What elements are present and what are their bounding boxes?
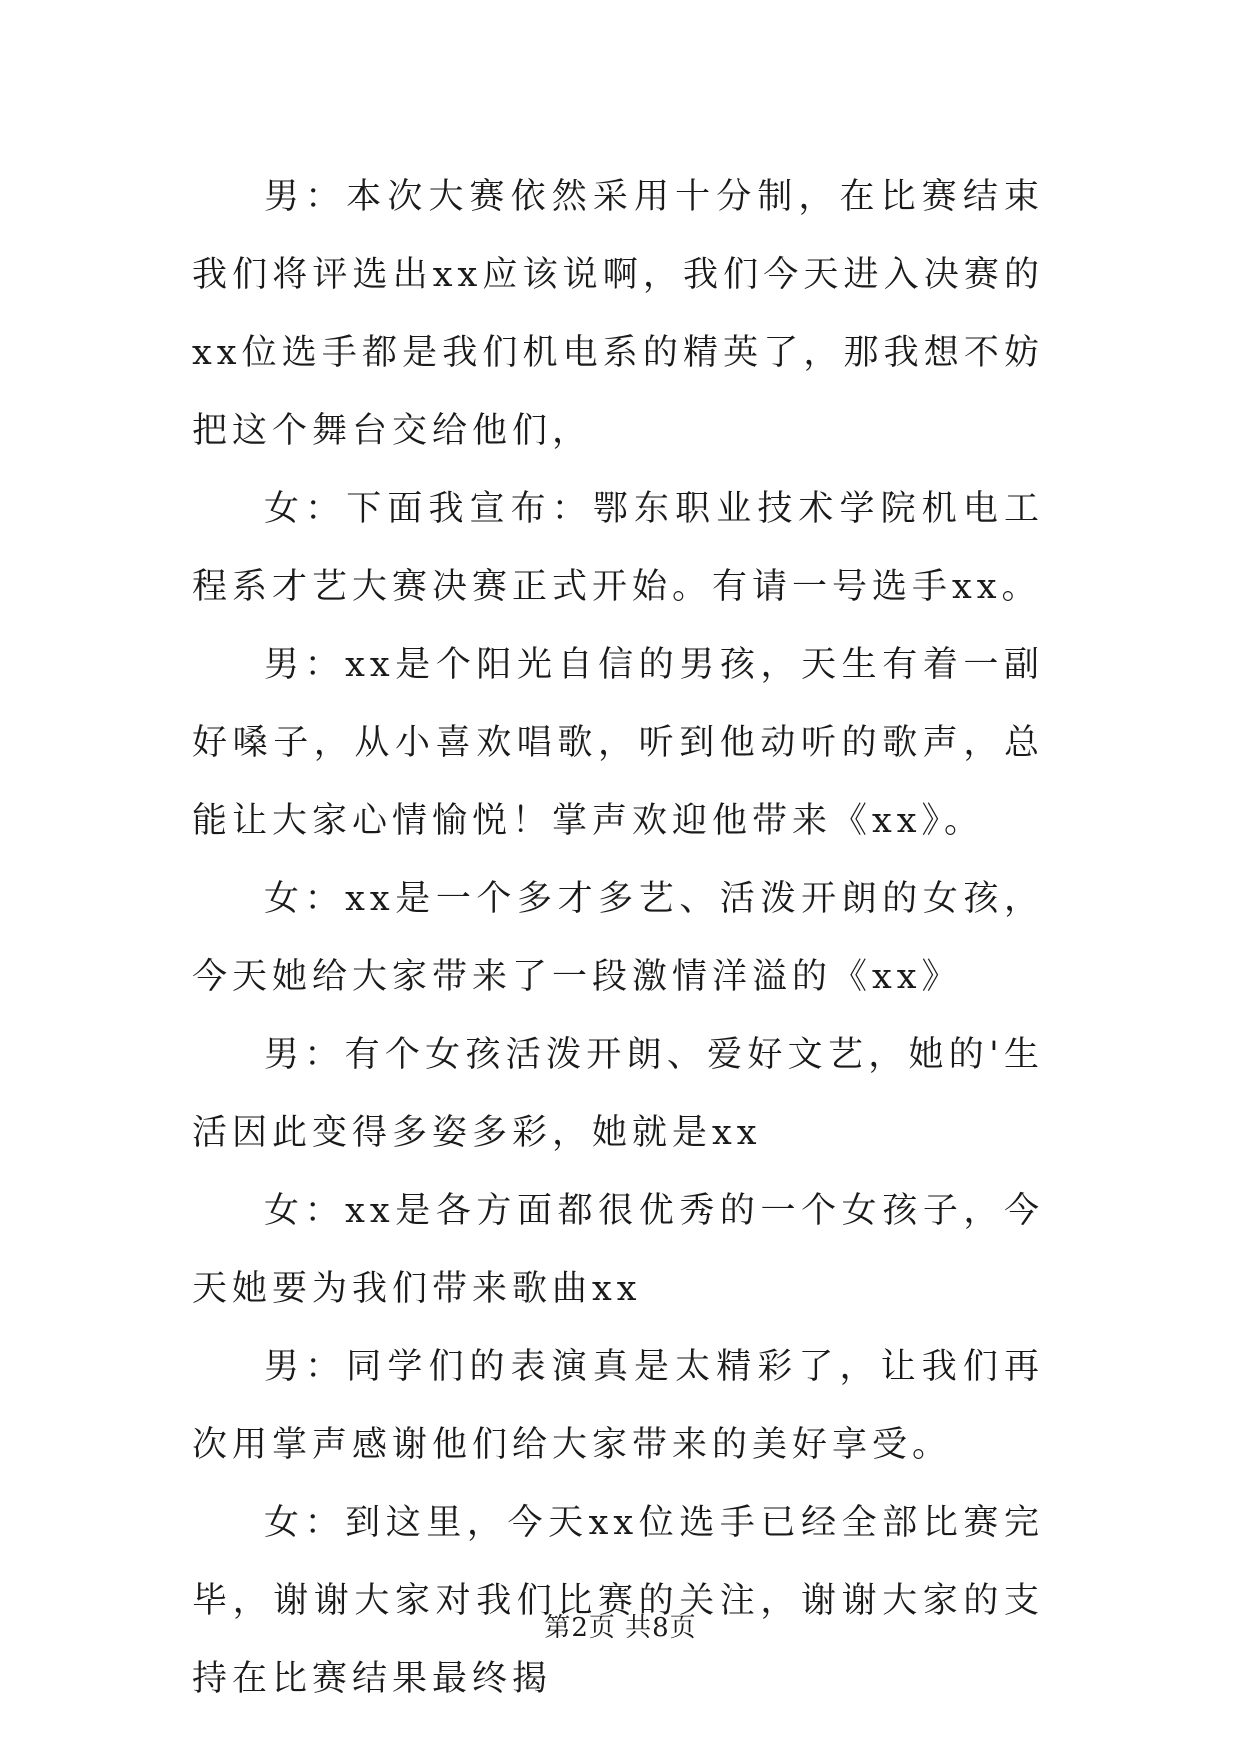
- paragraph-1: 男：本次大赛依然采用十分制，在比赛结束我们将评选出xx应该说啊，我们今天进入决赛的xx位选手都是我们机电系的精英了，那我想不妨把这个舞台交给他们，: [192, 177, 1044, 451]
- page-number-footer: 第2页 共8页: [544, 1613, 697, 1643]
- paragraph-8: 女：到这里，今天xx位选手已经全部比赛完毕，谢谢大家对我们比赛的关注，谢谢大家的支持在比赛结果最终揭: [192, 1503, 1044, 1699]
- paragraph-6: 女：xx是各方面都很优秀的一个女孩子，今天她要为我们带来歌曲xx: [192, 1191, 1044, 1309]
- paragraph-5: 男：有个女孩活泼开朗、爱好文艺，她的'生活因此变得多姿多彩，她就是xx: [192, 1035, 1044, 1153]
- paragraph-7: 男：同学们的表演真是太精彩了，让我们再次用掌声感谢他们给大家带来的美好享受。: [192, 1347, 1044, 1465]
- paragraph-4: 女：xx是一个多才多艺、活泼开朗的女孩，今天她给大家带来了一段激情洋溢的《xx》: [192, 879, 1044, 997]
- document-body: [192, 158, 1044, 1718]
- paragraph-2: 女：下面我宣布：鄂东职业技术学院机电工程系才艺大赛决赛正式开始。有请一号选手xx。: [192, 489, 1044, 607]
- paragraph-3: 男：xx是个阳光自信的男孩，天生有着一副好嗓子，从小喜欢唱歌，听到他动听的歌声，总能让大家心情愉悦！掌声欢迎他带来《xx》。: [192, 645, 1044, 841]
